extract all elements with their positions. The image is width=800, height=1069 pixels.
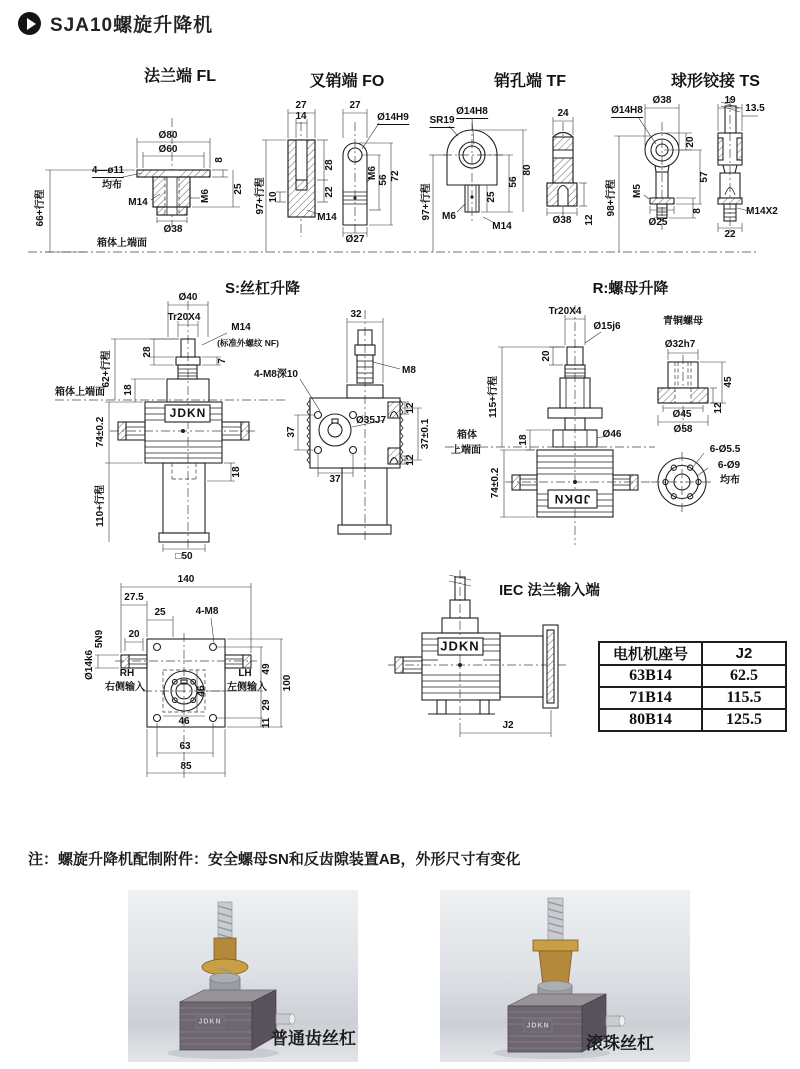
section-title-tf: 销孔端 TF bbox=[494, 73, 566, 90]
table-header-cell: 电机机座号 bbox=[599, 642, 702, 665]
table-cell: 80B14 bbox=[599, 709, 702, 731]
dim-label: M6 bbox=[367, 166, 378, 180]
dim-label: 29 bbox=[261, 699, 272, 711]
dim-label: 56 bbox=[378, 174, 389, 186]
dim-label: 97+行程 bbox=[255, 177, 266, 215]
dim-label: Ø14H9 bbox=[377, 112, 409, 123]
dim-label: 74±0.2 bbox=[490, 467, 501, 499]
dim-label: Ø46 bbox=[602, 429, 622, 440]
dim-label: 左侧输入 bbox=[227, 682, 267, 693]
section-title-s: S:丝杠升降 bbox=[224, 280, 300, 297]
page-header bbox=[18, 10, 213, 37]
dim-label: Ø38 bbox=[552, 215, 572, 226]
dim-label: 80 bbox=[522, 164, 533, 176]
dim-label: 上端面 bbox=[451, 445, 481, 456]
dim-label: 4-M8深10 bbox=[254, 369, 298, 380]
dim-label: 12 bbox=[405, 454, 416, 466]
dim-label: 27 bbox=[349, 100, 361, 111]
dim-label: 98+行程 bbox=[606, 179, 617, 217]
dim-label: 14 bbox=[295, 111, 307, 122]
dim-label: 6-Ø9 bbox=[717, 460, 741, 471]
dim-label: 18 bbox=[231, 466, 242, 478]
dim-label: 72 bbox=[390, 170, 401, 182]
dim-label: M14 bbox=[231, 322, 251, 333]
drawing-s-side bbox=[250, 305, 450, 550]
dim-label: M8 bbox=[402, 365, 416, 376]
dim-label: 56 bbox=[508, 176, 519, 188]
motor-frame-table bbox=[598, 641, 787, 732]
dim-label: 25 bbox=[154, 607, 166, 618]
dim-label: 49 bbox=[261, 663, 272, 675]
dim-label: 箱体上端面 bbox=[97, 238, 147, 249]
dim-label: 右侧输入 bbox=[105, 682, 145, 693]
dim-label: 13.5 bbox=[745, 103, 765, 114]
dim-label: 10 bbox=[268, 191, 279, 203]
dim-label: Ø14H8 bbox=[611, 105, 643, 116]
dim-label: 25 bbox=[486, 191, 497, 203]
dim-label: 箱体上端面 bbox=[55, 387, 105, 398]
iec-line-art bbox=[380, 565, 580, 760]
dim-label: Ø80 bbox=[158, 130, 178, 141]
dim-label: 20 bbox=[541, 350, 552, 362]
drawing-ball-joint-ts bbox=[600, 92, 800, 268]
dim-label: 27 bbox=[295, 100, 307, 111]
dim-label: 均布 bbox=[720, 475, 740, 486]
brand-label: JDKN bbox=[198, 1018, 222, 1026]
dim-label: 7 bbox=[217, 358, 228, 364]
section-title-fl: 法兰端 FL bbox=[144, 68, 216, 85]
dim-label: LH bbox=[238, 668, 252, 679]
table-cell: 125.5 bbox=[702, 709, 786, 731]
dim-label: 箱体 bbox=[457, 430, 477, 441]
dim-label: SR19 bbox=[429, 115, 455, 126]
dim-label: 37 bbox=[286, 426, 297, 438]
table-cell: 62.5 bbox=[702, 665, 786, 687]
dim-label: 6-Ø5.5 bbox=[709, 444, 741, 455]
dim-label: Ø27 bbox=[345, 234, 365, 245]
dim-label: 45 bbox=[723, 376, 734, 388]
dim-label: M14X2 bbox=[746, 206, 778, 217]
dim-label: Ø14k6 bbox=[84, 649, 95, 681]
table-header-cell: J2 bbox=[702, 642, 786, 665]
dim-label: 140 bbox=[177, 574, 195, 585]
dim-label: Tr20X4 bbox=[548, 306, 582, 317]
dim-label: M6 bbox=[200, 189, 211, 203]
dim-label: 22 bbox=[324, 186, 335, 198]
dim-label: 74±0.2 bbox=[95, 416, 106, 448]
dim-label: RH bbox=[119, 668, 135, 679]
table-cell: 115.5 bbox=[702, 687, 786, 709]
play-icon bbox=[18, 12, 41, 35]
dim-label: 8 bbox=[214, 157, 225, 163]
dim-label: Ø32h7 bbox=[664, 339, 696, 350]
dim-label: □50 bbox=[175, 551, 193, 562]
dim-label: M6 bbox=[442, 211, 456, 222]
drawing-iec-input bbox=[380, 565, 580, 760]
dim-label: M5 bbox=[632, 184, 643, 198]
dim-label: 110+行程 bbox=[95, 485, 106, 527]
drawing-pinhole-tf bbox=[421, 92, 610, 268]
dim-label: Ø38 bbox=[163, 224, 183, 235]
dim-label: Ø35J7 bbox=[355, 415, 387, 426]
dim-label: 37±0.1 bbox=[420, 418, 431, 450]
dim-label: 85 bbox=[180, 761, 192, 772]
dim-label: 97+行程 bbox=[421, 183, 432, 221]
brand-label: JDKN bbox=[553, 492, 591, 506]
drawing-top-view bbox=[85, 565, 325, 785]
dim-label: 4—ø11 bbox=[91, 165, 125, 176]
table-cell: 63B14 bbox=[599, 665, 702, 687]
dim-label: M14 bbox=[492, 221, 512, 232]
dim-label: Ø60 bbox=[158, 144, 178, 155]
dim-label: 20 bbox=[685, 136, 696, 148]
drawing-fork-fo bbox=[255, 92, 448, 268]
brand-label: JDKN bbox=[526, 1022, 550, 1030]
dim-label: 25 bbox=[233, 183, 244, 195]
drawing-r-front bbox=[445, 295, 665, 555]
dim-label: 100 bbox=[282, 674, 293, 692]
dim-label: Ø25 bbox=[648, 217, 668, 228]
dim-label: Ø14H8 bbox=[456, 106, 488, 117]
dim-label: 11 bbox=[261, 717, 272, 729]
dim-label: Ø40 bbox=[178, 292, 198, 303]
dim-label: M14 bbox=[317, 212, 337, 223]
dim-label: 20 bbox=[128, 629, 140, 640]
note-text: 注：螺旋升降机配制附件：安全螺母SN和反齿隙装置AB，外形尺寸有变化 bbox=[28, 851, 521, 868]
dim-label: 115+行程 bbox=[488, 376, 499, 418]
dim-label: 18 bbox=[123, 384, 134, 396]
dim-label: 57 bbox=[699, 171, 710, 183]
section-title-r: R:螺母升降 bbox=[592, 280, 669, 297]
dim-label: 32 bbox=[350, 309, 362, 320]
dim-label: 63 bbox=[179, 741, 191, 752]
page-title: SJA10螺旋升降机 bbox=[50, 15, 214, 36]
dim-label: 28 bbox=[142, 346, 153, 358]
table-cell: 71B14 bbox=[599, 687, 702, 709]
dim-label: 12 bbox=[584, 214, 595, 226]
brand-label: JDKN bbox=[440, 638, 480, 654]
brand-label: JDKN bbox=[169, 406, 207, 420]
dim-label: 19 bbox=[724, 95, 736, 106]
dim-label: 46 bbox=[178, 716, 190, 727]
dim-label: 18 bbox=[518, 434, 529, 446]
dim-label: 28 bbox=[324, 159, 335, 171]
dim-label: J2 bbox=[502, 720, 514, 731]
dim-label: 12 bbox=[713, 402, 724, 414]
dim-label: 22 bbox=[724, 229, 736, 240]
dim-label: 46 bbox=[196, 685, 207, 697]
dim-label: 24 bbox=[557, 108, 569, 119]
dim-label: (标准外螺纹 NF) bbox=[217, 337, 279, 348]
section-title-iec: IEC 法兰输入端 bbox=[499, 583, 600, 599]
dim-label: 5N9 bbox=[94, 629, 105, 649]
dim-label: 8 bbox=[692, 208, 703, 214]
drawing-bronze-nut bbox=[645, 300, 800, 515]
dim-label: Ø38 bbox=[652, 95, 672, 106]
dim-label: 27.5 bbox=[124, 592, 144, 603]
dim-label: Ø58 bbox=[673, 424, 693, 435]
dim-label: 62+行程 bbox=[101, 350, 112, 388]
dim-label: Ø15j6 bbox=[593, 321, 621, 332]
dim-label: 4-M8 bbox=[195, 606, 219, 617]
dim-label: M14 bbox=[128, 197, 148, 208]
rl-line-art bbox=[445, 295, 665, 555]
dim-label: 12 bbox=[405, 402, 416, 414]
section-title-ts: 球形铰接 TS bbox=[671, 73, 760, 90]
section-title-fo: 叉销端 FO bbox=[309, 73, 385, 90]
caption-ball-screw: 滚珠丝杠 bbox=[586, 1034, 654, 1053]
dim-label: Ø45 bbox=[672, 409, 692, 420]
dim-label: 66+行程 bbox=[35, 189, 46, 227]
dim-label: 青铜螺母 bbox=[663, 316, 703, 327]
dim-label: Tr20X4 bbox=[167, 312, 201, 323]
dim-label: 均布 bbox=[102, 180, 122, 191]
caption-acme-screw: 普通齿丝杠 bbox=[271, 1029, 356, 1048]
dim-label: 37 bbox=[329, 474, 341, 485]
